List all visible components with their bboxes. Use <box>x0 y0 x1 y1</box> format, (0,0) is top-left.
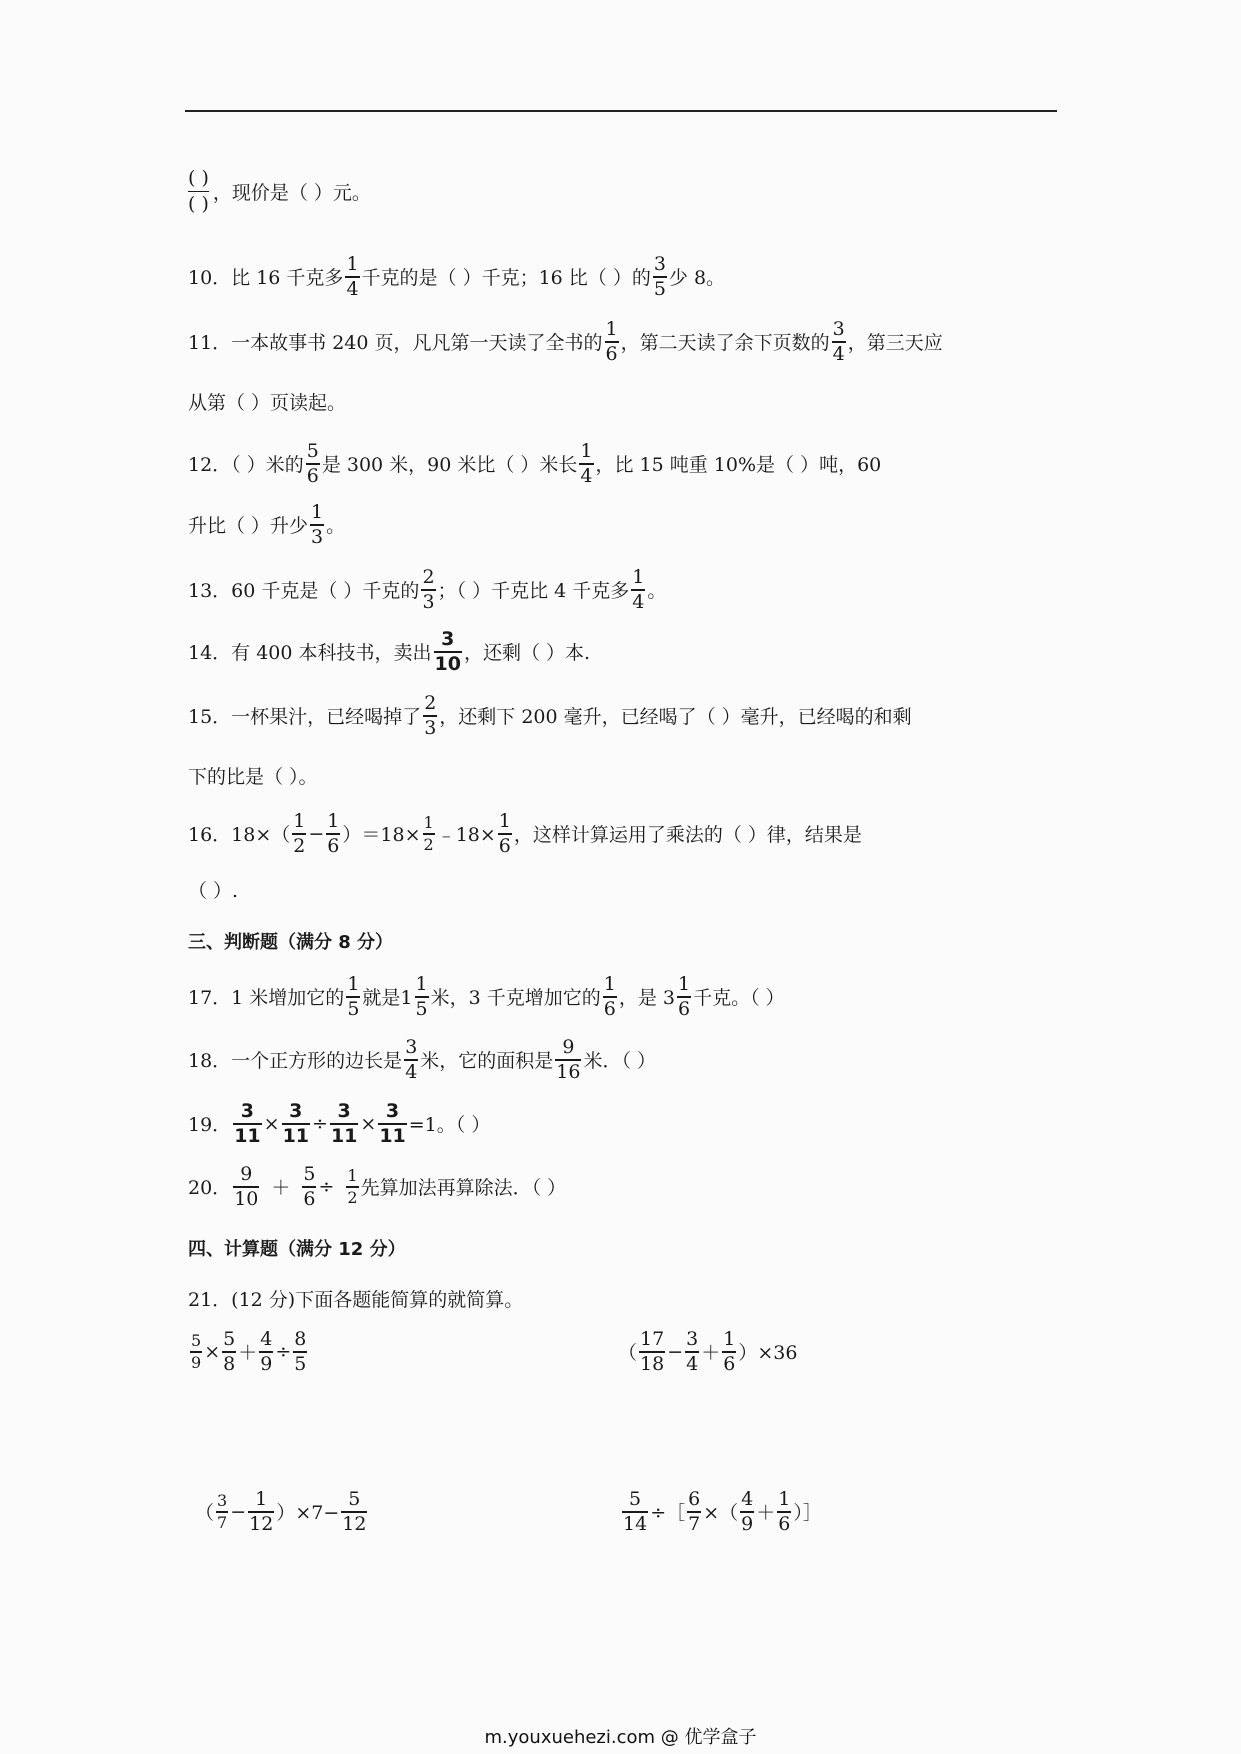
fraction: $\frac{1}{3}$ <box>311 501 324 548</box>
fraction: $\frac{1}{12}$ <box>249 1488 274 1535</box>
question-14: 14．有 400 本科技书，卖出 $\frac{3}{10}$ ，还剩（ ）本. <box>188 628 591 675</box>
fraction: $\frac{1}{6}$ <box>605 318 618 365</box>
question-15: 15．一杯果汁，已经喝掉了 $\frac{2}{3}$ ，还剩下 200 毫升，已经喝了（ ）毫升，已经喝的和剩 <box>188 692 912 739</box>
fraction: $\frac{1}{6}$ <box>677 973 691 1020</box>
fraction: $\frac{2}{3}$ <box>422 566 435 613</box>
fraction: $\frac{5}{6}$ <box>306 440 319 487</box>
fraction: $\frac{3}{7}$ <box>217 1491 228 1532</box>
fraction: $\frac{1}{5}$ <box>347 973 360 1020</box>
question-20: 20． $\frac{9}{10}$ ＋ $\frac{5}{6}$ ÷ $\frac{1}{2}$ 先算加法再算除法．（ ） <box>188 1163 567 1210</box>
fraction: $\frac{4}{9}$ <box>260 1328 273 1375</box>
fraction: $\frac{1}{6}$ <box>723 1328 736 1375</box>
question-13: 13．60 千克是（ ）千克的 $\frac{2}{3}$ ；（ ）千克比 4 千克多 $\frac{1}{4}$ 。 <box>188 566 667 613</box>
question-11-line2: 从第（ ）页读起。 <box>188 392 347 414</box>
fraction: $\frac{1}{4}$ <box>346 253 359 300</box>
fraction: $\frac{2}{3}$ <box>424 692 437 739</box>
fraction: $\frac{3}{11}$ <box>234 1100 261 1147</box>
fraction: $\frac{1}{6}$ <box>603 973 616 1020</box>
fraction: $\frac{1}{6}$ <box>498 810 511 857</box>
question-10: 10．比 16 千克多 $\frac{1}{4}$ 千克的是（ ）千克；16 比（ ）的 $\frac{3}{5}$ 少 8。 <box>188 253 726 300</box>
q9-tail: $\frac{( )}{( )}$ ，现价是（ ）元。 <box>188 167 371 216</box>
fraction: $\frac{1}{2}$ <box>347 1166 358 1207</box>
fraction: $\frac{9}{16}$ <box>556 1036 581 1083</box>
fraction: $\frac{6}{7}$ <box>688 1488 701 1535</box>
question-21: 21．(12 分)下面各题能简算的就简算。 <box>188 1289 524 1311</box>
fraction: $\frac{1}{6}$ <box>778 1488 791 1535</box>
fraction: $\frac{1}{4}$ <box>580 440 593 487</box>
fraction: $\frac{17}{18}$ <box>640 1328 665 1375</box>
blank-fraction: $\frac{( )}{( )}$ <box>188 167 209 216</box>
fraction: $\frac{3}{11}$ <box>330 1100 358 1147</box>
fraction: $\frac{1}{2}$ <box>423 813 434 854</box>
section-3-heading: 三、判断题（满分 8 分） <box>188 932 394 953</box>
question-12-line2: 升比（ ）升少 $\frac{1}{3}$ 。 <box>188 501 346 548</box>
calc-3: （ $\frac{3}{7}$ − $\frac{1}{12}$ ）×7− $\frac{5}{12}$ <box>195 1488 367 1535</box>
footer-watermark: m.youxuehezi.com @ 优学盒子 <box>484 1727 757 1748</box>
fraction: $\frac{3}{4}$ <box>686 1328 699 1375</box>
fraction: $\frac{1}{5}$ <box>415 973 428 1020</box>
question-12: 12．（ ）米的 $\frac{5}{6}$ 是 300 米，90 米比（ ）米长 $\frac{1}{4}$ ，比 15 吨重 10%是（ ）吨，60 <box>188 440 882 487</box>
fraction: $\frac{3}{4}$ <box>405 1036 418 1083</box>
question-16: 16．18×（ $\frac{1}{2}$ − $\frac{1}{6}$ ）＝18× $\frac{1}{2}$ ﹣18× $\frac{1}{6}$ ，这样计算运用了乘法的（ ）律，结果是 <box>188 810 862 857</box>
fraction: $\frac{5}{14}$ <box>623 1488 648 1535</box>
header-rule <box>185 110 1057 112</box>
question-11: 11．一本故事书 240 页，凡凡第一天读了全书的 $\frac{1}{6}$ ，第二天读了余下页数的 $\frac{3}{4}$ ，第三天应 <box>188 318 943 365</box>
fraction: $\frac{1}{4}$ <box>632 566 645 613</box>
fraction: $\frac{5}{8}$ <box>223 1328 236 1375</box>
fraction: $\frac{5}{6}$ <box>303 1163 316 1210</box>
fraction: $\frac{5}{9}$ <box>191 1331 202 1372</box>
fraction: $\frac{3}{5}$ <box>653 253 666 300</box>
calc-1: $\frac{5}{9}$ × $\frac{5}{8}$ ＋ $\frac{4}{9}$ ÷ $\frac{8}{5}$ <box>191 1328 307 1375</box>
calc-2: （ $\frac{17}{18}$ − $\frac{3}{4}$ ＋ $\frac{1}{6}$ ）×36 <box>618 1328 798 1375</box>
section-4-heading: 四、计算题（满分 12 分） <box>188 1239 406 1260</box>
fraction: $\frac{3}{11}$ <box>282 1100 310 1147</box>
question-19: 19． $\frac{3}{11}$ × $\frac{3}{11}$ ÷ $\frac{3}{11}$ × $\frac{3}{11}$ =1。（ ） <box>188 1100 491 1147</box>
question-15-line2: 下的比是（ ）。 <box>188 766 318 788</box>
fraction: $\frac{3}{11}$ <box>379 1100 406 1147</box>
fraction: $\frac{1}{6}$ <box>327 810 340 857</box>
fraction: $\frac{3}{4}$ <box>832 318 845 365</box>
fraction: $\frac{1}{2}$ <box>293 810 306 857</box>
fraction: $\frac{9}{10}$ <box>234 1163 259 1210</box>
question-17: 17．1 米增加它的 $\frac{1}{5}$ 就是1 $\frac{1}{5}$ 米，3 千克增加它的 $\frac{1}{6}$ ，是 3 $\frac{1}{6}$ 千克。（ ） <box>188 973 785 1020</box>
fraction: $\frac{4}{9}$ <box>741 1488 754 1535</box>
fraction: $\frac{5}{12}$ <box>342 1488 367 1535</box>
question-18: 18．一个正方形的边长是 $\frac{3}{4}$ 米，它的面积是 $\frac{9}{16}$ 米．（ ） <box>188 1036 657 1083</box>
question-16-line2: （ ）. <box>188 880 239 902</box>
fraction: $\frac{3}{10}$ <box>434 628 461 675</box>
fraction: $\frac{8}{5}$ <box>294 1328 307 1375</box>
calc-4: $\frac{5}{14}$ ÷［ $\frac{6}{7}$ ×（ $\frac{4}{9}$ ＋ $\frac{1}{6}$ ）］ <box>623 1488 822 1535</box>
